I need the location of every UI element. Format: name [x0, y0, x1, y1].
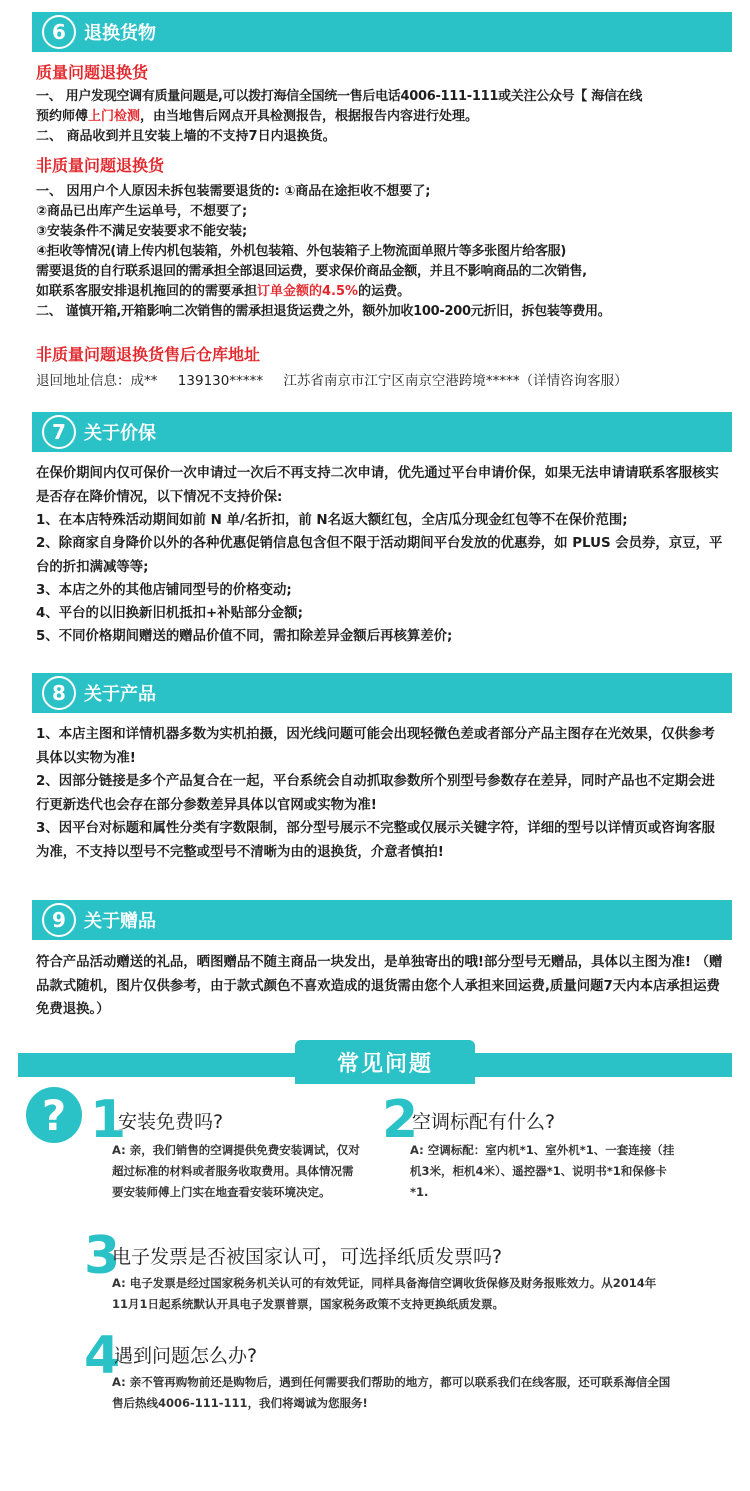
address-detail: 江苏省南京市江宁区南京空港跨境*****（详情咨询客服） [283, 373, 628, 389]
warehouse-heading: 非质量问题退换货售后仓库地址 [36, 345, 261, 364]
section-7-title: 关于价保 [84, 423, 156, 444]
faq-3-number: 3 [84, 1226, 121, 1286]
nonquality-line-2: ②商品已出库产生运单号，不想要了; [36, 204, 248, 219]
section-6-title: 退换货物 [84, 23, 156, 44]
price-protect-item-4: 4、平台的以旧换新旧机抵扣+补贴部分金额; [36, 606, 303, 621]
section-8-title: 关于产品 [84, 684, 156, 705]
return-address [36, 371, 736, 392]
section-9-header [36, 900, 170, 940]
quality-line-2 [36, 106, 736, 127]
quality-line-1: 一、 用户发现空调有质量问题是,可以拨打海信全国统一售后电话4006-111-111或关注公众号【 海信在线 [36, 89, 643, 104]
price-protect-item-3: 3、本店之外的其他店铺同型号的价格变动; [36, 583, 292, 598]
faq-4-answer: A: 亲不管再购物前还是购物后，遇到任何需要我们帮助的地方，都可以联系我们在线客服，还可联系海信全国售后热线4006-111-111，我们将竭诚为您服务! [112, 1375, 671, 1410]
nonquality-line-6-highlight: 订单金额的4.5% [257, 284, 359, 299]
price-protect-item-5: 5、不同价格期间赠送的赠品价值不同，需扣除差异金额后再核算差价; [36, 629, 453, 644]
faq-2-number: 2 [382, 1090, 419, 1150]
faq-1-question: 安装免费吗? [118, 1111, 224, 1133]
quality-line-2-highlight: 上门检测 [88, 109, 141, 124]
section-9-title: 关于赠品 [84, 911, 156, 932]
nonquality-line-1: 一、 因用户个人原因未拆包装需要退货的: ①商品在途拒收不想要了; [36, 184, 431, 199]
quality-line-3: 二、 商品收到并且安装上墙的不支持7日内退换货。 [36, 129, 336, 144]
faq-3-answer: A: 电子发票是经过国家税务机关认可的有效凭证，同样具备海信空调收货保修及财务报账效力。从2014年11月1日起系统默认开具电子发票普票，国家税务政策不支持更换纸质发票。 [112, 1276, 657, 1311]
nonquality-line-6-post: 的运费。 [358, 284, 411, 299]
faq-title: 常见问题 [295, 1040, 475, 1084]
section-6-number: 6 [42, 15, 76, 49]
quality-heading: 质量问题退换货 [36, 63, 149, 82]
price-protect-item-1: 1、在本店特殊活动期间如前 N 单/名折扣，前 N名返大额红包，全店瓜分现金红包等不在保价范围; [36, 513, 628, 528]
product-item-2: 2、因部分链接是多个产品复合在一起，平台系统会自动抓取参数所个别型号参数存在差异，同时产品也不定期会进行更新迭代也会存在部分参数差异具体以官网或实物为准! [36, 774, 715, 813]
product-item-3: 3、因平台对标题和属性分类有字数限制，部分型号展示不完整或仅展示关键字符，详细的型号以详情页或咨询客服为准，不支持以型号不完整或型号不清晰为由的退换货，介意者慎拍! [36, 821, 715, 860]
price-protect-item-2: 2、除商家自身降价以外的各种优惠促销信息包含但不限于活动期间平台发放的优惠券，如 PLUS 会员券，京豆，平台的折扣满减等等; [36, 536, 723, 575]
price-protect-intro: 在保价期间内仅可保价一次申请过一次后不再支持二次申请，优先通过平台申请价保，如果无法申请请联系客服核实是否存在降价情况，以下情况不支持价保: [36, 466, 719, 505]
quality-line-2-pre: 预约师傅 [36, 109, 89, 124]
section-7-header [36, 412, 170, 452]
faq-4-question: 遇到问题怎么办? [114, 1345, 258, 1367]
nonquality-line-6 [36, 281, 736, 302]
nonquality-heading: 非质量问题退换货 [36, 156, 165, 175]
nonquality-line-4: ④拒收等情况(请上传内机包装箱，外机包装箱、外包装箱子上物流面单照片等多张图片给客服) [36, 244, 566, 259]
faq-1-number: 1 [90, 1090, 127, 1150]
section-7-number: 7 [42, 415, 76, 449]
product-item-1: 1、本店主图和详情机器多数为实机拍摄，因光线问题可能会出现轻微色差或者部分产品主图存在光效果，仅供参考具体以实物为准! [36, 727, 715, 766]
nonquality-line-5: 需要退货的自行联系退回的需承担全部退回运费，要求保价商品金额，并且不影响商品的二次销售, [36, 264, 587, 279]
address-label: 退回地址信息：成** [36, 373, 158, 389]
gift-paragraph: 符合产品活动赠送的礼品，晒图赠品不随主商品一块发出，是单独寄出的哦!部分型号无赠品，具体以主图为准! （赠品款式随机，图片仅供参考，由于款式颜色不喜欢造成的退货需由您个人承担来回运费,质量问题7天内本店承担运费免费退换。） [36, 955, 723, 1017]
quality-line-2-post: ，由当地售后网点开具检测报告，根据报告内容进行处理。 [140, 109, 479, 124]
faq-4-number: 4 [84, 1326, 121, 1386]
faq-2-answer: A: 空调标配：室内机*1、室外机*1、一套连接（挂机3米，柜机4米）、遥控器*1、说明书*1和保修卡*1. [410, 1143, 675, 1199]
faq-2-question: 空调标配有什么? [412, 1111, 556, 1133]
faq-1-answer: A: 亲，我们销售的空调提供免费安装调试，仅对超过标准的材料或者服务收取费用。具体情况需要安装师傅上门实在地查看安装环境决定。 [112, 1143, 360, 1199]
address-phone: 139130***** [177, 373, 264, 389]
nonquality-line-3: ③安装条件不满足安装要求不能安装; [36, 224, 248, 239]
section-8-number: 8 [42, 676, 76, 710]
section-9-number: 9 [42, 903, 76, 937]
section-6-header [36, 12, 170, 52]
question-mark-icon: ? [26, 1087, 82, 1143]
section-8-header [36, 673, 170, 713]
nonquality-line-7: 二、 谨慎开箱,开箱影响二次销售的需承担退货运费之外，额外加收100-200元折旧，拆包装等费用。 [36, 304, 611, 319]
faq-3-question: 电子发票是否被国家认可，可选择纸质发票吗? [112, 1246, 503, 1268]
nonquality-line-6-pre: 如联系客服安排退机拖回的的需要承担 [36, 284, 258, 299]
